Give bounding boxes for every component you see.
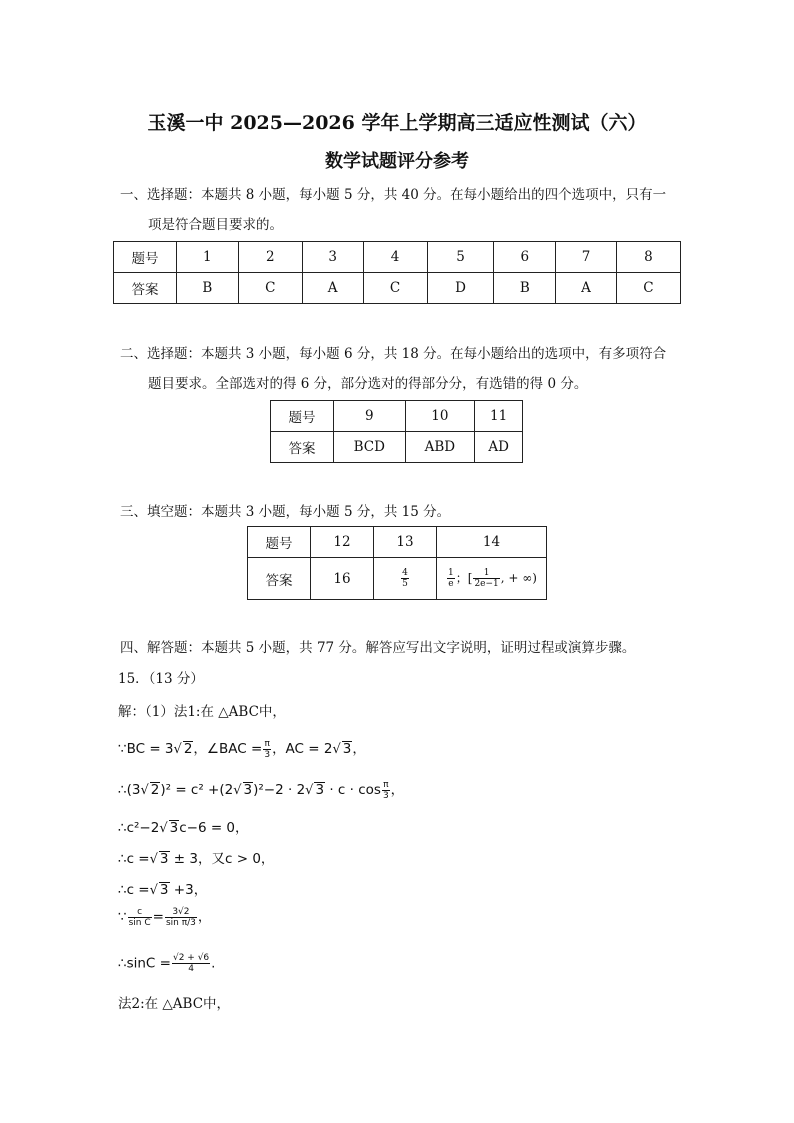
math-line-2: ∴(3√ 2)² = c² +(2√ 3)²−2 · 2√ 3 · c · cos $\frac{\pi}{3}$ ， [118, 779, 405, 801]
table-cell: A [302, 273, 363, 304]
table-cell: A [556, 273, 617, 304]
table-cell: B [177, 273, 239, 304]
table-cell: C [363, 273, 427, 304]
fraction: $\frac{4}{5}$ [402, 568, 408, 589]
section1-heading-line2: 项是符合题目要求的。 [148, 217, 283, 233]
table-cell: 6 [494, 242, 556, 273]
table-cell: 14 [437, 527, 547, 558]
section1-heading-line1: 一、选择题：本题共 8 小题，每小题 5 分，共 40 分。在每小题给出的四个选项中，只有一 [120, 187, 667, 203]
table-header-label: 答案 [271, 432, 334, 463]
table-cell [374, 558, 437, 600]
table-cell: 10 [405, 401, 475, 432]
table-cell: C [616, 273, 680, 304]
section2-heading-line1: 二、选择题：本题共 3 小题，每小题 6 分，共 18 分。在每小题给出的选项中，有多项符合 [120, 346, 667, 362]
alternative-method: 法2:在 △ABC中， [118, 996, 231, 1012]
table-header-label: 答案 [248, 558, 311, 600]
section1-answer-table [113, 241, 681, 304]
question-number: 15．（13 分） [118, 671, 204, 687]
section4-heading: 四、解答题：本题共 5 小题，共 77 分。解答应写出文字说明，证明过程或演算步骤。 [120, 640, 636, 656]
table-cell: ABD [405, 432, 475, 463]
table-cell: 16 [311, 558, 374, 600]
section3-answer-table [247, 526, 547, 600]
table-cell: C [238, 273, 302, 304]
table-header-label: 题号 [271, 401, 334, 432]
table-cell: BCD [334, 432, 406, 463]
table-cell: 5 [427, 242, 494, 273]
table-cell: D [427, 273, 494, 304]
table-cell: AD [475, 432, 523, 463]
table-cell: 8 [616, 242, 680, 273]
fraction: $\frac{1}{e}$ [448, 568, 454, 589]
math-line-5: ∴c =√ 3 +3， [118, 882, 208, 898]
page-title: 玉溪一中 2025—2026 学年上学期高三适应性测试（六） [147, 112, 647, 134]
math-line-1: ∵BC = 3√ 2，∠BAC = $\frac{\pi}{3}$ ，AC = 2√ 3， [118, 738, 366, 760]
fraction: $\frac{1}{2e-1}$ [474, 568, 499, 589]
table-cell: 7 [556, 242, 617, 273]
table-cell: 12 [311, 527, 374, 558]
section2-answer-table [270, 400, 523, 463]
table-cell: 9 [334, 401, 406, 432]
table-cell: 3 [302, 242, 363, 273]
page-subtitle: 数学试题评分参考 [325, 151, 469, 172]
math-line-3: ∴c²−2√ 3c−6 = 0， [118, 820, 249, 836]
math-line-7: ∴sinC = $\frac{√2 + √6}{4}$ . [118, 953, 216, 974]
table-header-label: 题号 [248, 527, 311, 558]
table-cell: $\frac{1}{e}$ ；[ $\frac{1}{2e-1}$ , + ∞) [437, 558, 547, 600]
section3-heading: 三、填空题：本题共 3 小题，每小题 5 分，共 15 分。 [120, 504, 451, 520]
table-header-label: 答案 [114, 273, 177, 304]
math-line-4: ∴c =√ 3 ± 3，又c > 0， [118, 851, 275, 867]
table-cell: B [494, 273, 556, 304]
table-cell: 11 [475, 401, 523, 432]
table-cell: 13 [374, 527, 437, 558]
section2-heading-line2: 题目要求。全部选对的得 6 分，部分选对的得部分分，有选错的得 0 分。 [148, 376, 588, 392]
table-cell: 4 [363, 242, 427, 273]
table-cell: 1 [177, 242, 239, 273]
table-cell: 2 [238, 242, 302, 273]
solution-intro: 解：（1）法1:在 △ABC中， [118, 704, 286, 720]
math-line-6: ∵ $\frac{c}{\text{sin C}}$ = $\frac{3√2}{\text{sin π/3}}$ ， [118, 906, 212, 928]
table-header-label: 题号 [114, 242, 177, 273]
